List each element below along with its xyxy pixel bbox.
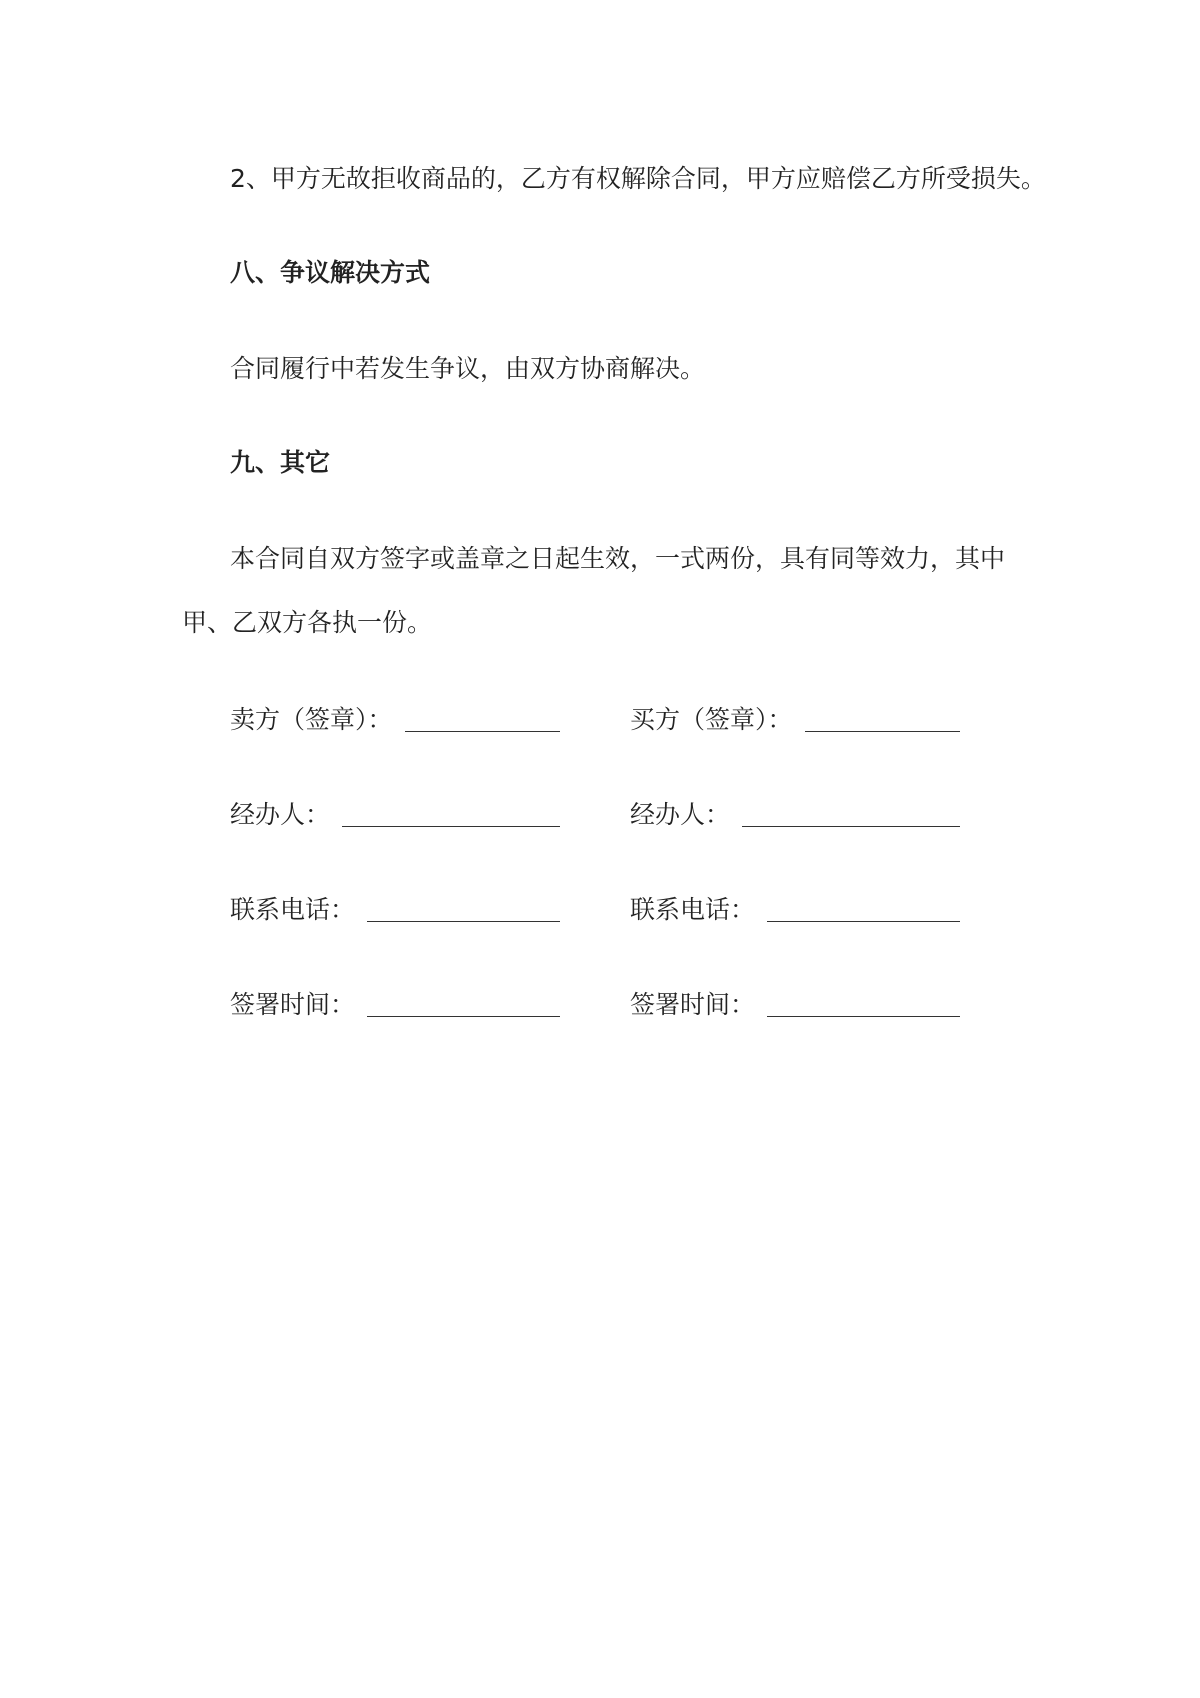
seller-date-label: 签署时间： — [230, 990, 356, 1019]
buyer-phone-blank-line[interactable] — [767, 921, 960, 922]
section-8-heading: 八、争议解决方式 — [230, 258, 431, 287]
seller-phone-field[interactable] — [230, 885, 560, 925]
buyer-seal-label: 买方（签章）： — [630, 705, 793, 734]
signature-row-phone — [0, 885, 1200, 925]
section-8-body: 合同履行中若发生争议，由双方协商解决。 — [230, 354, 706, 383]
buyer-date-field[interactable] — [630, 980, 960, 1020]
signature-row-seal — [0, 695, 1200, 735]
section-9-body-line-2: 甲、乙双方各执一份。 — [182, 608, 433, 637]
buyer-agent-label: 经办人： — [630, 800, 731, 829]
seller-phone-blank-line[interactable] — [367, 921, 560, 922]
signature-row-agent — [0, 790, 1200, 830]
buyer-date-label: 签署时间： — [630, 990, 756, 1019]
seller-agent-field[interactable] — [230, 790, 560, 830]
seller-agent-blank-line[interactable] — [342, 826, 560, 827]
buyer-date-blank-line[interactable] — [767, 1016, 960, 1017]
signature-row-date — [0, 980, 1200, 1020]
buyer-phone-label: 联系电话： — [630, 895, 756, 924]
seller-date-blank-line[interactable] — [367, 1016, 560, 1017]
clause-7-item-2: 2、甲方无故拒收商品的，乙方有权解除合同，甲方应赔偿乙方所受损失。 — [230, 164, 1046, 193]
buyer-seal-field[interactable] — [630, 695, 960, 735]
buyer-agent-field[interactable] — [630, 790, 960, 830]
seller-agent-label: 经办人： — [230, 800, 331, 829]
section-9-body-line-1: 本合同自双方签字或盖章之日起生效，一式两份，具有同等效力，其中 — [230, 544, 1006, 573]
seller-seal-blank-line[interactable] — [405, 731, 560, 732]
buyer-seal-blank-line[interactable] — [805, 731, 960, 732]
buyer-agent-blank-line[interactable] — [742, 826, 960, 827]
seller-date-field[interactable] — [230, 980, 560, 1020]
seller-seal-label: 卖方（签章）： — [230, 705, 393, 734]
section-9-heading: 九、其它 — [230, 448, 331, 477]
buyer-phone-field[interactable] — [630, 885, 960, 925]
seller-seal-field[interactable] — [230, 695, 560, 735]
seller-phone-label: 联系电话： — [230, 895, 356, 924]
